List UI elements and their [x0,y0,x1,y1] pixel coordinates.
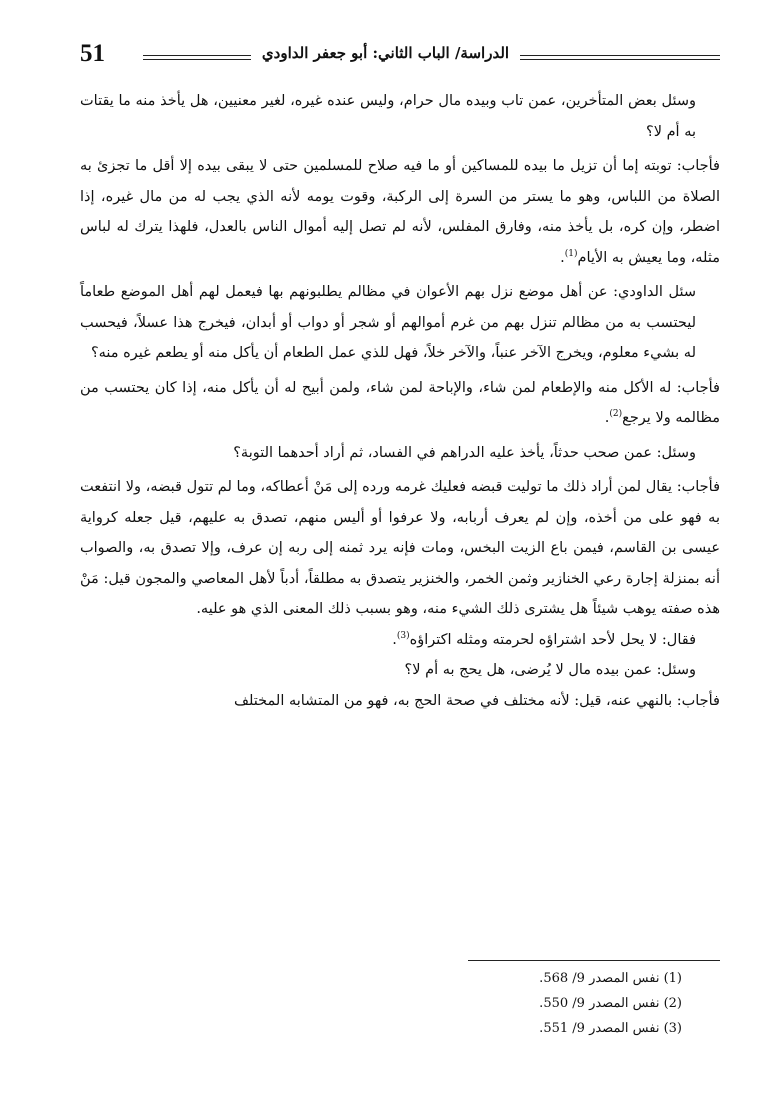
answer-paragraph: فأجاب: يقال لمن أراد ذلك ما توليت قبضه فعليك غرمه ورده إلى مَنْ أعطاكه، وما لم تتول قبضه، ولا انتفعت به فهو على من أخذه، وإن لم يعرف أربابه، ولا عرفوا أو أليس منهم، تصدق به عليهم، قيل جعله كرواية عيسى بن القاسم، فيمن باع الزيت البخس، ومات فإنه يرد ثمنه إلى ربه إن عرف، وإلا تصدق به، والصواب أنه بمنزلة إجارة رعي الخنازير وثمن الخمر، والخنزير يتصدق به مطلقاً، أدباً لأهل المعاصي والمجون قيل: مَنْ هذه صفته يوهب شيئاً هل يشترى ذلك الشيء منه، وهو بسبب ذلك المعنى الذي هو عليه. [80,479,720,617]
footnote: (1) نفس المصدر 9/ 568. [539,971,682,986]
footnote-separator [468,960,720,961]
running-head: الدراسة/ الباب الثاني: أبو جعفر الداودي [261,44,510,62]
page-number: 51 [80,40,105,67]
answer-paragraph: فأجاب: بالنهي عنه، قيل: لأنه مختلف في صحة الحج به، فهو من المتشابه المختلف [233,692,720,709]
header-rule-left [143,55,251,60]
body-text [80,86,720,716]
question-paragraph: وسئل: عمن صحب حدثاً، يأخذ عليه الدراهم في الفساد، ثم أراد أحدهما التوبة؟ [233,444,696,461]
answer-paragraph: فقال: لا يحل لأحد اشتراؤه لحرمته ومثله اكتراؤه$^{(3)}$. [392,630,696,648]
footnotes [400,966,682,1041]
footnote-ref: (3) [396,630,410,641]
footnote-ref: (1) [564,248,578,259]
footnote: (3) نفس المصدر 9/ 551. [539,1021,682,1036]
question-paragraph: وسئل بعض المتأخرين، عمن تاب وبيده مال حرام، وليس عنده غيره، لغير معنيين، هل يأخذ منه ما يقتات به أم لا؟ [80,93,696,140]
answer-paragraph: فأجاب: توبته إما أن تزيل ما بيده للمساكين أو ما فيه صلاح للمسلمين حتى لا يبقى بيده إلا أقل ما تجزئ به الصلاة من اللباس، وهو ما يستر من السرة إلى الركبة، وقوت يومه لأنه الذي يجب له من مال غيره، إذا اضطر، وإن كره، بل يأخذ منه، وفارق المفلس، لأنه لم تصل إليه أموال الناس بالعدل، فلهذا يترك له لباس مثله، وما يعيش به الأيام$^{(1)}$. [80,158,720,266]
footnote: (2) نفس المصدر 9/ 550. [539,996,682,1011]
question-paragraph: وسئل: عمن بيده مال لا يُرضى، هل يحج به أم لا؟ [404,662,696,678]
header-rule-right [520,55,720,60]
answer-paragraph: فأجاب: له الأكل منه والإطعام لمن شاء، والإباحة لمن شاء، ولمن أبيح له أن يأكل منه، إذا كان يحتسب من مظالمه ولا يرجع$^{(2)}$. [80,379,720,426]
question-paragraph: سئل الداودي: عن أهل موضع نزل بهم الأعوان في مظالم يطلبونهم بها فيعمل لهم أهل الموضع طعاماً ليحتسب به من مظالم تنزل بهم من غرم أموالهم أو شجر أو دواب أو أبدان، فيخرج هذا عسلاً، فيحسب له بشيء معلوم، ويخرج الآخر عنباً، والآخر خلاً، فهل للذي عمل الطعام أن يأكل منه أو يطعم غيره منه؟ [80,284,696,361]
footnote-ref: (2) [609,409,623,420]
